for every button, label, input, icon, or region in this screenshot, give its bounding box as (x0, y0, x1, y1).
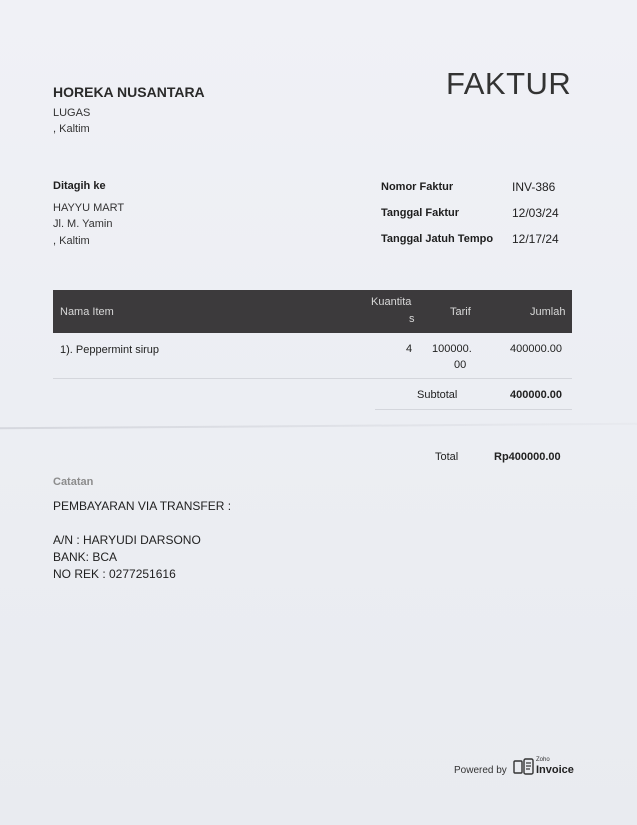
header-qty-line-2: s (409, 313, 415, 325)
note-line-2: A/N : HARYUDI DARSONO (53, 533, 201, 547)
bill-to-address: Jl. M. Yamin (53, 218, 113, 230)
document-title: FAKTUR (446, 66, 572, 101)
total-value: Rp400000.00 (494, 451, 561, 463)
zoho-invoice-logo-icon (513, 758, 535, 776)
note-line-4: NO REK : 0277251616 (53, 567, 176, 581)
invoice-number-label: Nomor Faktur (381, 181, 454, 193)
row-amount: 400000.00 (510, 343, 562, 355)
company-line-2: , Kaltim (53, 123, 90, 135)
invoice-date-label: Tanggal Faktur (381, 207, 460, 219)
header-qty-line-1: Kuantita (371, 296, 412, 308)
row-qty: 4 (406, 343, 413, 355)
row-rate-line-1: 100000. (432, 343, 472, 355)
bill-to-name: HAYYU MART (53, 202, 125, 214)
note-line-1: PEMBAYARAN VIA TRANSFER : (53, 499, 232, 513)
header-item: Nama Item (60, 306, 114, 318)
total-label: Total (435, 451, 459, 463)
brand-name: Invoice (536, 764, 574, 776)
notes-label: Catatan (53, 476, 94, 488)
invoice-date-value: 12/03/24 (512, 206, 559, 220)
note-line-3: BANK: BCA (53, 550, 118, 564)
due-date-value: 12/17/24 (512, 232, 559, 246)
brand-small: Zoho (536, 757, 550, 763)
items-table-header (53, 290, 572, 333)
row-rate-line-2: 00 (454, 359, 467, 371)
header-amount: Jumlah (530, 306, 566, 318)
subtotal-label: Subtotal (417, 389, 458, 401)
due-date-label: Tanggal Jatuh Tempo (381, 233, 494, 245)
powered-by-text: Powered by (454, 765, 507, 776)
invoice-number-value: INV-386 (512, 180, 556, 194)
bill-to-label: Ditagih ke (53, 180, 106, 192)
company-name: HOREKA NUSANTARA (53, 84, 205, 100)
bill-to-region: , Kaltim (53, 235, 90, 247)
subtotal-divider (375, 409, 572, 410)
subtotal-value: 400000.00 (510, 389, 562, 401)
company-line-1: LUGAS (53, 107, 91, 119)
header-rate: Tarif (450, 306, 471, 318)
row-divider (53, 378, 572, 379)
row-item: 1). Peppermint sirup (60, 344, 160, 356)
